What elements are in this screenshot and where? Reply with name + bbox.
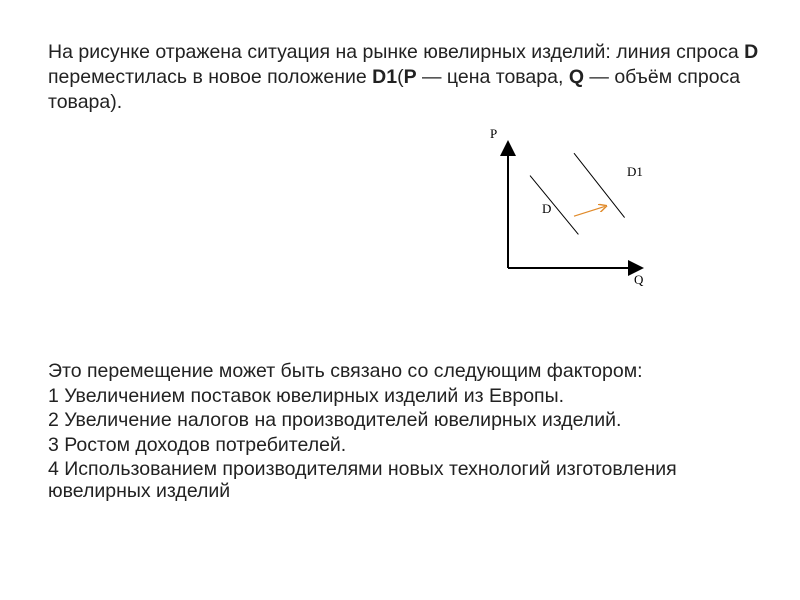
options-list bbox=[48, 385, 768, 503]
label-d1: D1 bbox=[372, 66, 398, 88]
option-4: 4 Использованием производителями новых технологий изготовления ювелирных изделий bbox=[48, 458, 677, 502]
x-axis-label: Q bbox=[634, 272, 644, 287]
option-3: 3 Ростом доходов потребителей. bbox=[48, 433, 347, 456]
question-lead: Это перемещение может быть связано со следующим фактором: bbox=[48, 360, 643, 382]
option-2: 2 Увеличение налогов на производителей ювелирных изделий. bbox=[48, 409, 622, 431]
intro-text-3: ( bbox=[397, 66, 404, 88]
intro-text-5: — объём спроса товара). bbox=[48, 66, 741, 113]
series-label-d: D bbox=[542, 201, 552, 216]
label-p: P bbox=[403, 66, 417, 88]
label-q: Q bbox=[568, 66, 584, 88]
question-block bbox=[48, 360, 768, 505]
demand-line-d bbox=[530, 176, 578, 235]
intro-text-2: переместилась в новое положение bbox=[48, 66, 373, 88]
option-1: 1 Увеличением поставок ювелирных изделий из Европы. bbox=[48, 384, 565, 407]
shift-arrow bbox=[574, 206, 605, 216]
demand-shift-chart bbox=[470, 118, 670, 298]
label-d: D bbox=[744, 41, 759, 63]
intro-paragraph bbox=[48, 40, 768, 115]
intro-text-1: На рисунке отражена ситуация на рынке ювелирных изделий: линия спроса bbox=[48, 41, 745, 63]
intro-text-4: — цена товара, bbox=[416, 66, 569, 88]
series-label-d1: D1 bbox=[627, 164, 643, 179]
y-axis-label: P bbox=[490, 126, 498, 141]
